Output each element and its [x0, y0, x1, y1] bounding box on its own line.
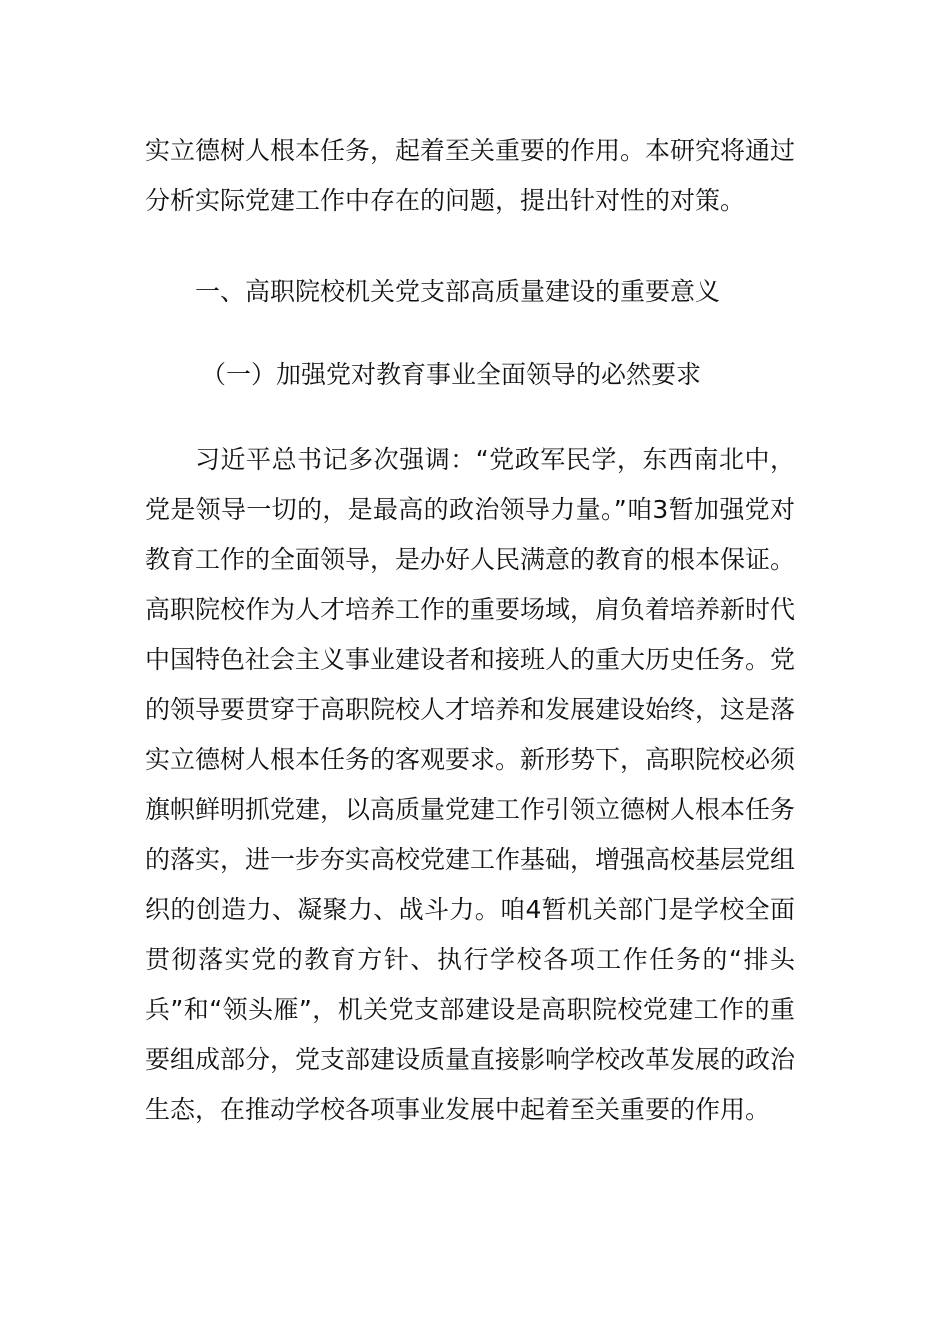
section-heading-1: 一、高职院校机关党支部高质量建设的重要意义	[195, 277, 721, 306]
body-paragraph: 习近平总书记多次强调：“党政军民学，东西南北中，党是领导一切的，是最高的政治领导力量。”咱3暂加强党对教育工作的全面领导，是办好人民满意的教育的根本保证。高职院校作为人才培养工作的重要场域，肩负着培养新时代中国特色社会主义事业建设者和接班人的重大历史任务。党的领导要贯穿于高职院校人才培养和发展建设始终，这是落实立德树人根本任务的客观要求。新形势下，高职院校必须旗帜鲜明抓党建，以高质量党建工作引领立德树人根本任务的落实，进一步夯实高校党建工作基础，增强高校基层党组织的创造力、凝聚力、战斗力。咱4暂机关部门是学校全面贯彻落实党的教育方针、执行学校各项工作任务的“排头兵”和“领头雁”，机关党支部建设是高职院校党建工作的重要组成部分，党支部建设质量直接影响学校改革发展的政治生态，在推动学校各项事业发展中起着至关重要的作用。	[145, 445, 796, 1124]
intro-paragraph-end: 实立德树人根本任务，起着至关重要的作用。本研究将通过分析实际党建工作中存在的问题，提出针对性的对策。	[145, 136, 796, 215]
subsection-heading-1-1: （一）加强党对教育事业全面领导的必然要求	[201, 360, 702, 389]
document-body	[145, 126, 795, 1135]
